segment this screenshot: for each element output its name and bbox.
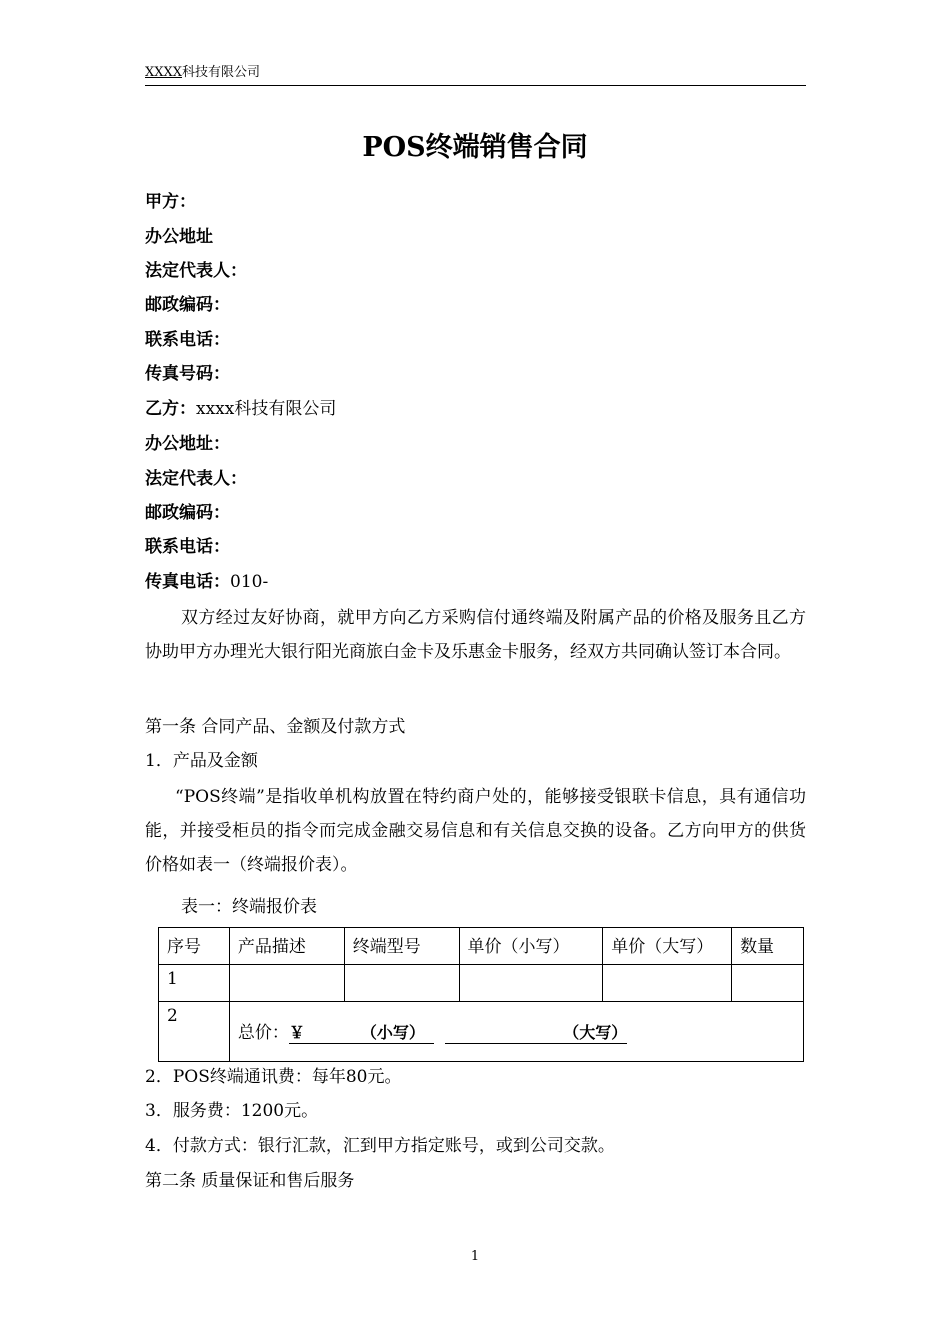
pos-definition-paragraph: “POS终端”是指收单机构放置在特约商户处的，能够接受银联卡信息，具有通信功能，并接受柜员的指令而完成金融交易信息和有关信息交换的设备。乙方向甲方的供货价格如表一（终端报价表）。 [145,787,806,875]
party-b-fax-label: 传真电话： [145,572,230,592]
row-1-no: 1 [159,965,230,1002]
party-a-fax-label: 传真号码： [145,364,230,384]
row-1-quantity [732,965,804,1002]
table-row [159,965,804,1002]
row-1-description [229,965,344,1002]
party-a-label: 甲方： [145,192,196,212]
party-b-line [145,397,336,421]
page-header [145,64,806,86]
table-header-row [159,928,804,965]
party-b-rep-label: 法定代表人： [145,469,247,489]
party-a-postal-label: 邮政编码： [145,295,230,315]
table-row [159,1002,804,1062]
article-2-heading: 第二条 质量保证和售后服务 [145,1171,355,1191]
intro-paragraph: 双方经过友好协商，就甲方向乙方采购信付通终端及附属产品的价格及服务且乙方协助甲方办理光大银行阳光商旅白金卡及乐惠金卡服务，经双方共同确认签订本合同。 [145,608,806,662]
party-b-address-label: 办公地址： [145,434,230,454]
total-price-line [238,1018,627,1044]
quote-table [158,927,804,1062]
article-1-item-1: 1．产品及金额 [145,751,258,771]
table-caption: 表一：终端报价表 [181,897,317,917]
row-2-no: 2 [159,1002,230,1062]
row-1-unit-price-lower [459,965,603,1002]
header-cell-unit-price-upper: 单价（大写） [603,928,732,965]
article-1-item-4: 4．付款方式：银行汇款，汇到甲方指定账号，或到公司交款。 [145,1136,615,1156]
total-label: 总价： [237,1023,289,1043]
party-b-postal-label: 邮政编码： [145,503,230,523]
total-lower-field [289,1020,434,1044]
party-b-fax-line [145,570,268,594]
total-upper-field [445,1020,627,1044]
header-company-suffix: 科技有限公司 [182,65,261,80]
party-b-label: 乙方： [145,399,196,419]
page-number: 1 [470,1249,480,1264]
header-cell-no: 序号 [159,928,230,965]
header-cell-quantity: 数量 [732,928,804,965]
document-title: POS终端销售合同 [362,132,588,163]
row-1-unit-price-upper [603,965,732,1002]
article-1-item-2: 2．POS终端通讯费：每年80元。 [145,1067,402,1087]
header-cell-unit-price-lower: 单价（小写） [459,928,603,965]
total-lower-label: （小写） [360,1023,425,1042]
currency-symbol: ￥ [288,1023,305,1042]
total-upper-label: （大写） [563,1023,628,1042]
article-1-item-3: 3．服务费：1200元。 [145,1101,319,1121]
party-b-fax-value: 010- [230,572,269,592]
header-cell-model: 终端型号 [344,928,459,965]
party-a-phone-label: 联系电话： [145,330,230,350]
party-b-name: xxxx科技有限公司 [196,399,337,419]
row-1-model [344,965,459,1002]
total-price-cell [229,1002,803,1062]
party-b-phone-label: 联系电话： [145,537,230,557]
header-cell-description: 产品描述 [229,928,344,965]
party-a-address-label: 办公地址 [145,227,213,247]
header-company-prefix: XXXX [145,65,183,80]
article-1-heading: 第一条 合同产品、金额及付款方式 [145,717,406,737]
party-a-rep-label: 法定代表人： [145,261,247,281]
